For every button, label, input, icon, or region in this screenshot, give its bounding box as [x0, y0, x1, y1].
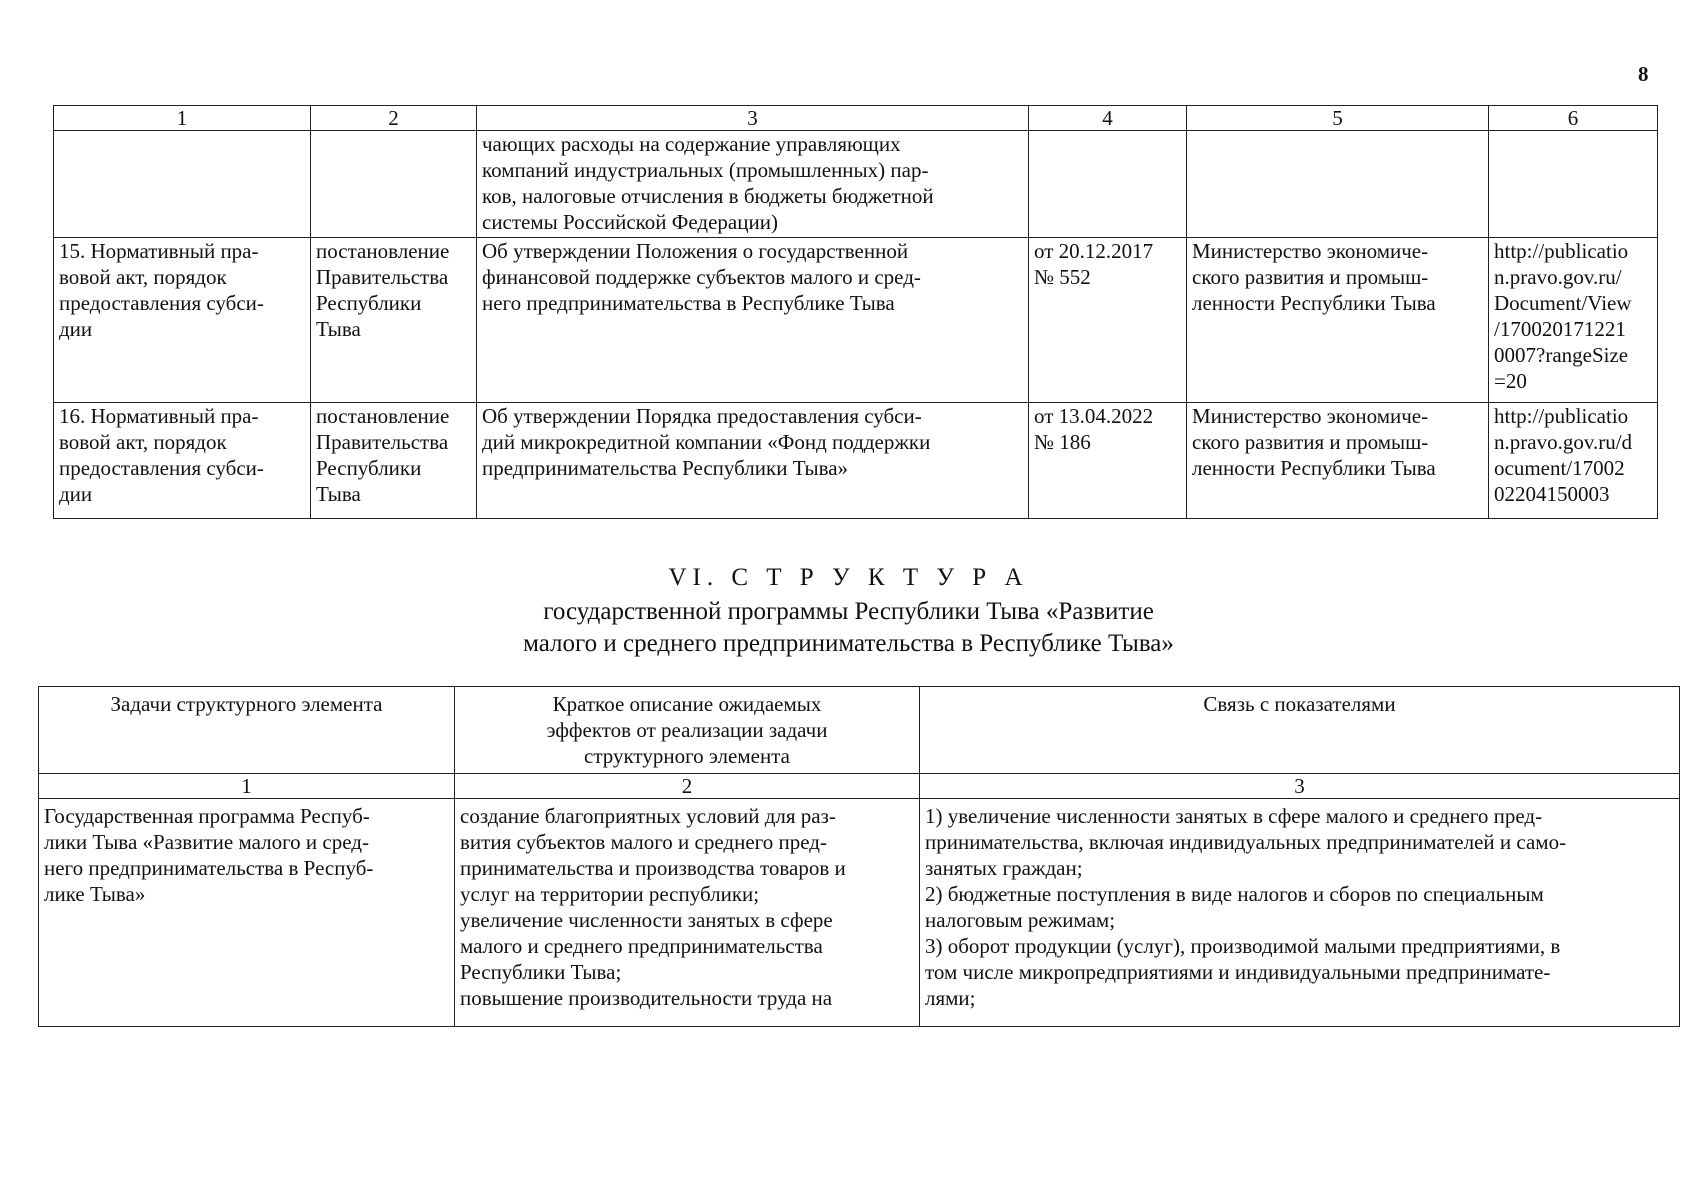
act-title: Об утверждении Положения о государственной финансовой поддержке субъектов малого и сред- него предпринимательства в Республике Тыва — [477, 238, 1029, 403]
header-row — [39, 687, 1680, 774]
column-number: 5 — [1187, 106, 1489, 131]
act-kind: постановление Правительства Республики Тыва — [311, 238, 477, 403]
act-date: от 13.04.2022 № 186 — [1029, 403, 1187, 519]
continuation-text: чающих расходы на содержание управляющих компаний индустриальных (промышленных) пар- ков, налоговые отчисления в бюджеты бюджетной системы Российской Федерации) — [477, 131, 1029, 238]
table-row — [54, 131, 1658, 238]
column-number: 1 — [39, 774, 455, 799]
header-tasks: Задачи структурного элемента — [39, 687, 455, 774]
act-link[interactable]: http://publicatio n.pravo.gov.ru/ Document/View /170020171221 0007?rangeSize =20 — [1489, 238, 1658, 403]
section-subtitle-line2: малого и среднего предпринимательства в Республике Тыва» — [523, 630, 1174, 657]
act-type: 15. Нормативный пра- вовой акт, порядок предоставления субси- дии — [54, 238, 311, 403]
column-number: 2 — [455, 774, 920, 799]
column-number: 4 — [1029, 106, 1187, 131]
empty-cell — [54, 131, 311, 238]
act-agency: Министерство экономиче- ского развития и промыш- ленности Республики Тыва — [1187, 238, 1489, 403]
page-number: 8 — [1638, 62, 1649, 86]
table-row — [54, 403, 1658, 519]
header-effects: Краткое описание ожидаемых эффектов от реализации задачи структурного элемента — [455, 687, 920, 774]
act-kind: постановление Правительства Республики Тыва — [311, 403, 477, 519]
section-title: VI. С Т Р У К Т У Р А — [668, 564, 1029, 591]
column-number: 6 — [1489, 106, 1658, 131]
task-cell: Государственная программа Респуб- лики Тыва «Развитие малого и сред- него предпринимательства в Респуб- лике Тыва» — [39, 799, 455, 1027]
column-number-row — [39, 774, 1680, 799]
structure-table — [38, 686, 1680, 1027]
legal-acts-table — [53, 105, 1658, 519]
column-number: 3 — [477, 106, 1029, 131]
empty-cell — [1029, 131, 1187, 238]
empty-cell — [311, 131, 477, 238]
table-row — [39, 799, 1680, 1027]
act-title: Об утверждении Порядка предоставления субси- дий микрокредитной компании «Фонд поддержки предпринимательства Республики Тыва» — [477, 403, 1029, 519]
empty-cell — [1489, 131, 1658, 238]
column-number: 2 — [311, 106, 477, 131]
table-row — [54, 238, 1658, 403]
column-number-row — [54, 106, 1658, 131]
header-indicators: Связь с показателями — [920, 687, 1680, 774]
effects-cell: создание благоприятных условий для раз- вития субъектов малого и среднего пред- принимательства и производства товаров и услуг на территории республики; увеличение численности занятых в сфере малого и среднего предпринимательства Республики Тыва; повышение производительности труда на — [455, 799, 920, 1027]
act-link[interactable]: http://publicatio n.pravo.gov.ru/d ocument/17002 02204150003 — [1489, 403, 1658, 519]
act-type: 16. Нормативный пра- вовой акт, порядок предоставления субси- дии — [54, 403, 311, 519]
act-agency: Министерство экономиче- ского развития и промыш- ленности Республики Тыва — [1187, 403, 1489, 519]
act-date: от 20.12.2017 № 552 — [1029, 238, 1187, 403]
column-number: 1 — [54, 106, 311, 131]
indicators-cell: 1) увеличение численности занятых в сфере малого и среднего пред- принимательства, включая индивидуальных предпринимателей и само- занятых граждан; 2) бюджетные поступления в виде налогов и сборов по специальным налоговым режимам; 3) оборот продукции (услуг), производимой малыми предприятиями, в том числе микропредприятиями и индивидуальными предпринимате- лями; — [920, 799, 1680, 1027]
column-number: 3 — [920, 774, 1680, 799]
empty-cell — [1187, 131, 1489, 238]
section-subtitle-line1: государственной программы Республики Тыва «Развитие — [543, 598, 1154, 625]
